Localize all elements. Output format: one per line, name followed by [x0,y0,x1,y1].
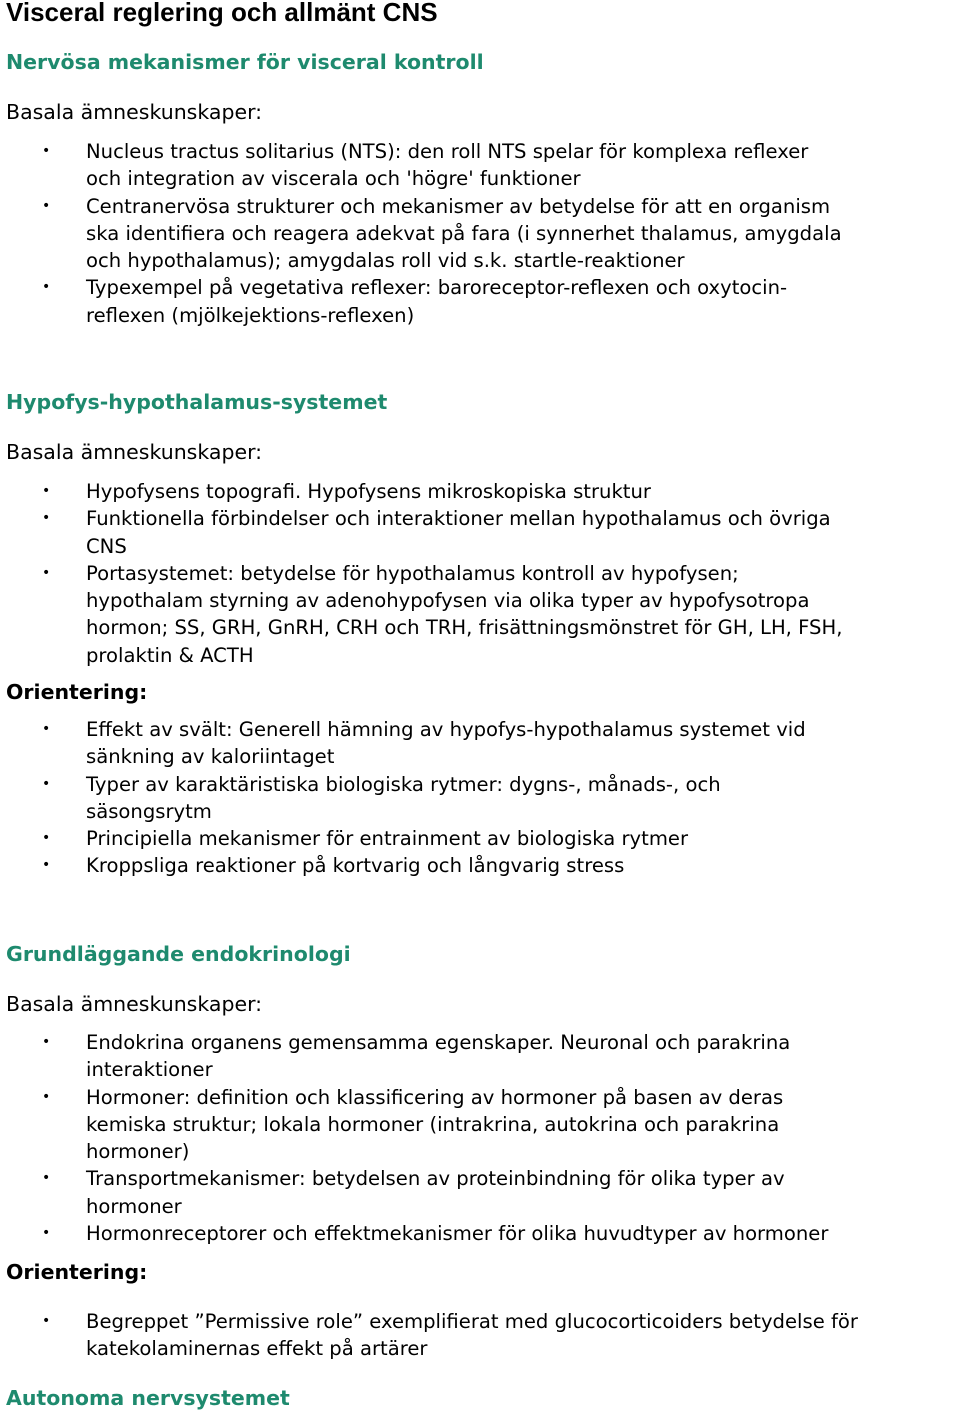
bullet-icon: • [42,510,51,527]
list-item: • Kroppsliga reaktioner på kortvarig och långvarig stress [0,852,960,879]
section-heading-autonomic: Autonoma nervsystemet [6,1386,290,1410]
bullet-icon: • [42,1088,51,1105]
bullet-icon: • [42,1170,51,1187]
list-item: • Principiella mekanismer för entrainment av biologiska rytmer [0,825,960,852]
page-title: Visceral reglering och allmänt CNS [6,0,438,27]
orientation-label: Orientering: [6,1260,148,1284]
orientation-label: Orientering: [6,680,148,704]
bullet-icon: • [42,197,51,214]
bullet-icon: • [42,721,51,737]
list-item: • Effekt av svält: Generell hämning av hypofys-hypothalamus systemet vid sänkning av kaloriintaget [42,718,806,769]
section-heading-endocrinology: Grundläggande endokrinologi [6,942,351,966]
list-item: • Typexempel på vegetativa reflexer: baroreceptor-reflexen och oxytocin- reflexen (mjölkejektions-reflexen) [42,276,788,327]
basic-knowledge-list [0,478,960,669]
list-item: • Funktionella förbindelser och interaktioner mellan hypothalamus och övriga CNS [42,507,831,558]
basic-knowledge-label: Basala ämneskunskaper: [6,992,263,1016]
list-item: • Transportmekanismer: betydelsen av proteinbindning för olika typer av hormoner [42,1167,785,1218]
list-item: • Centranervösa strukturer och mekanismer av betydelse för att en organism ska identifiera och reagera adekvat på fara (i synnerhet thalamus, amygdala och hypothalamus); amygdalas roll vid s.k. startle-reaktioner [42,194,842,273]
section-heading-hypophysis: Hypofys-hypothalamus-systemet [6,390,388,414]
basic-knowledge-label: Basala ämneskunskaper: [6,100,263,124]
list-item: • Portasystemet: betydelse för hypothalamus kontroll av hypofysen; hypothalam styrning av adenohypofysen via olika typer av hypofysotropa hormon; SS, GRH, GnRH, CRH och TRH, frisättningsmönstret för GH, LH, FSH, prolaktin & ACTH [42,561,843,667]
bullet-icon: • [42,143,51,159]
bullet-icon: • [42,775,51,792]
bullet-icon: • [42,830,51,847]
bullet-icon: • [42,483,51,499]
list-item: • Begreppet ”Permissive role” exemplifierat med glucocorticoiders betydelse för katekolaminernas effekt på artärer [42,1310,858,1361]
bullet-icon: • [42,279,51,296]
list-item: • Nucleus tractus solitarius (NTS): den roll NTS spelar för komplexa reflexer och integration av viscerala och 'högre' funktioner [42,140,809,191]
list-item: • Typer av karaktäristiska biologiska rytmer: dygns-, månads-, och säsongsrytm [42,772,721,823]
orientation-list [0,716,960,880]
basic-knowledge-list [0,1029,960,1247]
section-heading-visceral-control: Nervösa mekanismer för visceral kontroll [6,50,484,74]
bullet-icon: • [42,857,51,874]
bullet-icon: • [42,1313,51,1329]
basic-knowledge-label: Basala ämneskunskaper: [6,440,263,464]
list-item: • Hypofysens topografi. Hypofysens mikroskopiska struktur [0,478,960,505]
orientation-list [0,1308,960,1363]
list-item: • Hormoner: definition och klassificering av hormoner på basen av deras kemiska struktur; lokala hormoner (intrakrina, autokrina och parakrina hormoner) [42,1085,784,1164]
list-item: • Endokrina organens gemensamma egenskaper. Neuronal och parakrina interaktioner [42,1031,791,1082]
bullet-icon: • [42,1034,51,1050]
bullet-icon: • [42,564,51,581]
list-item: • Hormonreceptorer och effektmekanismer för olika huvudtyper av hormoner [0,1220,960,1247]
basic-knowledge-list [0,138,960,329]
bullet-icon: • [42,1225,51,1242]
